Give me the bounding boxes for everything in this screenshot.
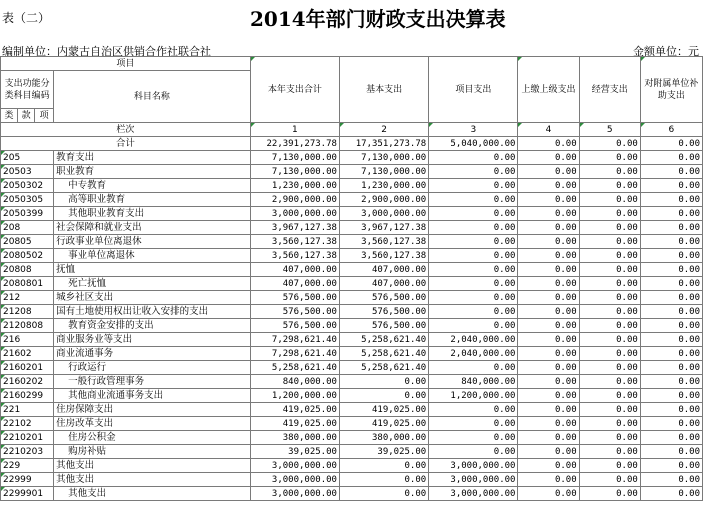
amount-cell: 0.00 xyxy=(429,179,518,193)
table-row xyxy=(1,389,703,403)
amount-cell: 0.00 xyxy=(429,263,518,277)
amount-cell: 840,000.00 xyxy=(250,375,339,389)
amount-cell: 0.00 xyxy=(640,347,702,361)
table-row xyxy=(1,221,703,235)
row-code: 22999 xyxy=(1,473,54,487)
amount-cell: 0.00 xyxy=(429,193,518,207)
amount-cell: 0.00 xyxy=(518,235,579,249)
table-row xyxy=(1,431,703,445)
header-basic: 基本支出 xyxy=(339,57,428,123)
row-name: 教育支出 xyxy=(54,151,251,165)
amount-cell: 3,000,000.00 xyxy=(250,487,339,501)
row-code: 2050305 xyxy=(1,193,54,207)
amount-cell: 2,900,000.00 xyxy=(250,193,339,207)
table-row xyxy=(1,473,703,487)
row-name: 住房保障支出 xyxy=(54,403,251,417)
index-cell: 3 xyxy=(429,123,518,137)
row-name: 住房公积金 xyxy=(54,431,251,445)
amount-cell: 0.00 xyxy=(518,277,579,291)
amount-cell: 0.00 xyxy=(518,459,579,473)
expenditure-table xyxy=(0,56,703,501)
amount-cell: 3,967,127.38 xyxy=(250,221,339,235)
amount-cell: 7,298,621.40 xyxy=(250,347,339,361)
amount-cell: 576,500.00 xyxy=(250,305,339,319)
table-row xyxy=(1,263,703,277)
amount-cell: 0.00 xyxy=(579,277,640,291)
amount-cell: 407,000.00 xyxy=(250,263,339,277)
amount-cell: 2,040,000.00 xyxy=(429,333,518,347)
amount-cell: 0.00 xyxy=(429,319,518,333)
amount-cell: 0.00 xyxy=(640,249,702,263)
amount-cell: 0.00 xyxy=(579,403,640,417)
amount-cell: 39,025.00 xyxy=(250,445,339,459)
amount-cell: 0.00 xyxy=(429,291,518,305)
amount-cell: 5,258,621.40 xyxy=(339,361,428,375)
amount-cell: 0.00 xyxy=(579,473,640,487)
row-code: 2299901 xyxy=(1,487,54,501)
amount-cell: 0.00 xyxy=(579,179,640,193)
amount-cell: 576,500.00 xyxy=(250,319,339,333)
table-row xyxy=(1,347,703,361)
amount-cell: 0.00 xyxy=(518,221,579,235)
title-row xyxy=(0,0,703,32)
amount-cell: 1,200,000.00 xyxy=(250,389,339,403)
amount-cell: 0.00 xyxy=(429,305,518,319)
amount-cell: 0.00 xyxy=(429,361,518,375)
amount-cell: 0.00 xyxy=(579,305,640,319)
amount-cell: 0.00 xyxy=(429,417,518,431)
amount-cell: 3,967,127.38 xyxy=(339,221,428,235)
row-name: 死亡抚恤 xyxy=(54,277,251,291)
amount-cell: 0.00 xyxy=(579,263,640,277)
table-row xyxy=(1,151,703,165)
amount-cell: 0.00 xyxy=(429,445,518,459)
amount-cell: 7,130,000.00 xyxy=(250,151,339,165)
amount-cell: 3,560,127.38 xyxy=(250,249,339,263)
table-row xyxy=(1,305,703,319)
amount-cell: 0.00 xyxy=(640,165,702,179)
amount-cell: 0.00 xyxy=(429,221,518,235)
amount-cell: 419,025.00 xyxy=(339,417,428,431)
table-row xyxy=(1,487,703,501)
amount-cell: 380,000.00 xyxy=(339,431,428,445)
amount-cell: 0.00 xyxy=(640,487,702,501)
amount-cell: 0.00 xyxy=(579,347,640,361)
amount-cell: 0.00 xyxy=(339,459,428,473)
row-code: 208 xyxy=(1,221,54,235)
index-cell: 4 xyxy=(518,123,579,137)
amount-cell: 2,040,000.00 xyxy=(429,347,518,361)
amount-cell: 0.00 xyxy=(518,487,579,501)
amount-cell: 0.00 xyxy=(640,179,702,193)
amount-cell: 0.00 xyxy=(640,305,702,319)
row-index-label: 栏次 xyxy=(1,123,251,137)
amount-cell: 0.00 xyxy=(640,459,702,473)
amount-cell: 3,000,000.00 xyxy=(429,487,518,501)
row-code: 2050399 xyxy=(1,207,54,221)
unit-row xyxy=(0,32,703,56)
amount-cell: 3,560,127.38 xyxy=(339,249,428,263)
amount-cell: 5,258,621.40 xyxy=(339,347,428,361)
table-row xyxy=(1,165,703,179)
amount-cell: 0.00 xyxy=(518,249,579,263)
row-name: 商业服务业等支出 xyxy=(54,333,251,347)
amount-cell: 0.00 xyxy=(518,151,579,165)
amount-cell: 3,000,000.00 xyxy=(339,207,428,221)
amount-cell: 0.00 xyxy=(518,417,579,431)
amount-cell: 0.00 xyxy=(579,459,640,473)
amount-cell: 0.00 xyxy=(339,375,428,389)
amount-cell: 0.00 xyxy=(518,403,579,417)
amount-cell: 0.00 xyxy=(429,235,518,249)
amount-cell: 0.00 xyxy=(579,431,640,445)
row-name: 城乡社区支出 xyxy=(54,291,251,305)
header-subsidy: 对附属单位补助支出 xyxy=(640,57,702,123)
amount-cell: 5,258,621.40 xyxy=(250,361,339,375)
amount-cell: 0.00 xyxy=(518,179,579,193)
amount-cell: 0.00 xyxy=(640,221,702,235)
row-name: 教育资金安排的支出 xyxy=(54,319,251,333)
amount-cell: 0.00 xyxy=(429,249,518,263)
amount-cell: 0.00 xyxy=(518,445,579,459)
amount-cell: 0.00 xyxy=(518,263,579,277)
amount-cell: 7,130,000.00 xyxy=(339,165,428,179)
row-name: 商业流通事务 xyxy=(54,347,251,361)
amount-cell: 840,000.00 xyxy=(429,375,518,389)
amount-cell: 0.00 xyxy=(640,333,702,347)
total-cell: 22,391,273.78 xyxy=(250,137,339,151)
amount-cell: 0.00 xyxy=(518,375,579,389)
amount-cell: 0.00 xyxy=(579,487,640,501)
amount-cell: 3,000,000.00 xyxy=(429,459,518,473)
amount-cell: 3,000,000.00 xyxy=(250,459,339,473)
amount-cell: 0.00 xyxy=(640,389,702,403)
row-name: 行政运行 xyxy=(54,361,251,375)
row-code: 21602 xyxy=(1,347,54,361)
amount-cell: 0.00 xyxy=(518,193,579,207)
row-code: 20503 xyxy=(1,165,54,179)
header-total: 本年支出合计 xyxy=(250,57,339,123)
amount-cell: 0.00 xyxy=(579,221,640,235)
row-code: 21208 xyxy=(1,305,54,319)
table-row xyxy=(1,179,703,193)
row-code: 2080502 xyxy=(1,249,54,263)
amount-cell: 3,000,000.00 xyxy=(429,473,518,487)
row-code: 2210201 xyxy=(1,431,54,445)
amount-cell: 0.00 xyxy=(429,165,518,179)
amount-cell: 576,500.00 xyxy=(250,291,339,305)
index-cell: 5 xyxy=(579,123,640,137)
total-cell: 5,040,000.00 xyxy=(429,137,518,151)
amount-cell: 7,298,621.40 xyxy=(250,333,339,347)
table-row xyxy=(1,193,703,207)
amount-cell: 0.00 xyxy=(579,249,640,263)
amount-cell: 0.00 xyxy=(429,277,518,291)
row-code: 20805 xyxy=(1,235,54,249)
amount-cell: 0.00 xyxy=(579,389,640,403)
row-code: 205 xyxy=(1,151,54,165)
amount-cell: 0.00 xyxy=(640,235,702,249)
amount-cell: 419,025.00 xyxy=(339,403,428,417)
row-code: 2120808 xyxy=(1,319,54,333)
row-code: 2160299 xyxy=(1,389,54,403)
amount-cell: 576,500.00 xyxy=(339,291,428,305)
amount-cell: 0.00 xyxy=(640,193,702,207)
amount-cell: 0.00 xyxy=(579,207,640,221)
table-row xyxy=(1,445,703,459)
row-name: 国有土地使用权出让收入安排的支出 xyxy=(54,305,251,319)
table-row xyxy=(1,403,703,417)
header-item: 项目 xyxy=(1,57,251,71)
header-project: 项目支出 xyxy=(429,57,518,123)
amount-cell: 0.00 xyxy=(640,375,702,389)
table-row xyxy=(1,235,703,249)
table-row xyxy=(1,459,703,473)
amount-cell: 0.00 xyxy=(429,207,518,221)
row-code: 2160202 xyxy=(1,375,54,389)
total-cell: 0.00 xyxy=(640,137,702,151)
row-name: 职业教育 xyxy=(54,165,251,179)
row-code: 2080801 xyxy=(1,277,54,291)
table-row xyxy=(1,207,703,221)
amount-cell: 3,560,127.38 xyxy=(250,235,339,249)
amount-cell: 0.00 xyxy=(579,319,640,333)
row-name: 其他支出 xyxy=(54,473,251,487)
table-row xyxy=(1,417,703,431)
amount-cell: 0.00 xyxy=(518,347,579,361)
amount-cell: 0.00 xyxy=(518,291,579,305)
amount-cell: 0.00 xyxy=(518,305,579,319)
amount-cell: 0.00 xyxy=(640,319,702,333)
row-name: 抚恤 xyxy=(54,263,251,277)
amount-cell: 1,230,000.00 xyxy=(339,179,428,193)
amount-cell: 0.00 xyxy=(518,165,579,179)
amount-cell: 0.00 xyxy=(640,445,702,459)
header-xiang: 项 xyxy=(35,109,54,123)
amount-cell: 5,258,621.40 xyxy=(339,333,428,347)
row-code: 2160201 xyxy=(1,361,54,375)
amount-cell: 3,000,000.00 xyxy=(250,473,339,487)
table-row xyxy=(1,333,703,347)
amount-cell: 0.00 xyxy=(640,431,702,445)
page-title: 2014年部门财政支出决算表 xyxy=(250,7,506,31)
amount-cell: 3,560,127.38 xyxy=(339,235,428,249)
table-row xyxy=(1,291,703,305)
amount-cell: 419,025.00 xyxy=(250,417,339,431)
amount-cell: 0.00 xyxy=(579,333,640,347)
amount-cell: 0.00 xyxy=(579,193,640,207)
amount-cell: 0.00 xyxy=(579,291,640,305)
header-kuan: 款 xyxy=(18,109,35,123)
row-name: 事业单位离退休 xyxy=(54,249,251,263)
header-name: 科目名称 xyxy=(54,71,251,123)
amount-cell: 419,025.00 xyxy=(250,403,339,417)
amount-cell: 0.00 xyxy=(429,151,518,165)
amount-cell: 0.00 xyxy=(518,319,579,333)
amount-cell: 0.00 xyxy=(518,431,579,445)
header-lei: 类 xyxy=(1,109,18,123)
row-code: 212 xyxy=(1,291,54,305)
total-cell: 17,351,273.78 xyxy=(339,137,428,151)
amount-cell: 7,130,000.00 xyxy=(339,151,428,165)
row-code: 2050302 xyxy=(1,179,54,193)
amount-cell: 0.00 xyxy=(339,487,428,501)
row-name: 高等职业教育 xyxy=(54,193,251,207)
amount-cell: 0.00 xyxy=(339,473,428,487)
amount-cell: 0.00 xyxy=(579,361,640,375)
row-name: 购房补贴 xyxy=(54,445,251,459)
table-row xyxy=(1,249,703,263)
row-code: 216 xyxy=(1,333,54,347)
table-row xyxy=(1,319,703,333)
row-code: 20808 xyxy=(1,263,54,277)
amount-cell: 0.00 xyxy=(640,151,702,165)
row-name: 社会保障和就业支出 xyxy=(54,221,251,235)
row-name: 中专教育 xyxy=(54,179,251,193)
total-label: 合计 xyxy=(1,137,251,151)
index-cell: 1 xyxy=(250,123,339,137)
amount-cell: 0.00 xyxy=(579,417,640,431)
compiling-unit: 编制单位：内蒙古自治区供销合作社联合社 xyxy=(2,45,211,58)
header-upper: 上缴上级支出 xyxy=(518,57,579,123)
amount-cell: 576,500.00 xyxy=(339,319,428,333)
total-cell: 0.00 xyxy=(518,137,579,151)
amount-cell: 1,200,000.00 xyxy=(429,389,518,403)
amount-cell: 7,130,000.00 xyxy=(250,165,339,179)
row-name: 其他支出 xyxy=(54,459,251,473)
amount-cell: 2,900,000.00 xyxy=(339,193,428,207)
amount-cell: 1,230,000.00 xyxy=(250,179,339,193)
amount-cell: 3,000,000.00 xyxy=(250,207,339,221)
table-row xyxy=(1,277,703,291)
amount-cell: 0.00 xyxy=(640,361,702,375)
amount-cell: 0.00 xyxy=(579,151,640,165)
amount-cell: 0.00 xyxy=(640,473,702,487)
amount-cell: 0.00 xyxy=(640,417,702,431)
table-row xyxy=(1,361,703,375)
amount-cell: 0.00 xyxy=(579,375,640,389)
amount-cell: 0.00 xyxy=(518,389,579,403)
index-cell: 6 xyxy=(640,123,702,137)
row-name: 其他商业流通事务支出 xyxy=(54,389,251,403)
amount-cell: 0.00 xyxy=(429,403,518,417)
amount-cell: 0.00 xyxy=(640,403,702,417)
amount-unit: 金额单位：元 xyxy=(633,45,699,58)
amount-cell: 576,500.00 xyxy=(339,305,428,319)
table-row xyxy=(1,375,703,389)
row-code: 229 xyxy=(1,459,54,473)
amount-cell: 407,000.00 xyxy=(339,263,428,277)
row-code: 22102 xyxy=(1,417,54,431)
amount-cell: 0.00 xyxy=(579,445,640,459)
row-code: 2210203 xyxy=(1,445,54,459)
amount-cell: 0.00 xyxy=(640,277,702,291)
amount-cell: 380,000.00 xyxy=(250,431,339,445)
row-code: 221 xyxy=(1,403,54,417)
amount-cell: 407,000.00 xyxy=(339,277,428,291)
sheet-label: 表（二） xyxy=(2,11,51,25)
amount-cell: 0.00 xyxy=(579,235,640,249)
index-cell: 2 xyxy=(339,123,428,137)
amount-cell: 0.00 xyxy=(640,263,702,277)
amount-cell: 0.00 xyxy=(518,207,579,221)
amount-cell: 0.00 xyxy=(579,165,640,179)
header-class-code: 支出功能分类科目编码 xyxy=(1,71,54,109)
amount-cell: 0.00 xyxy=(518,473,579,487)
amount-cell: 0.00 xyxy=(640,291,702,305)
amount-cell: 0.00 xyxy=(518,361,579,375)
amount-cell: 0.00 xyxy=(518,333,579,347)
amount-cell: 407,000.00 xyxy=(250,277,339,291)
row-name: 住房改革支出 xyxy=(54,417,251,431)
amount-cell: 0.00 xyxy=(640,207,702,221)
row-name: 其他支出 xyxy=(54,487,251,501)
header-operate: 经营支出 xyxy=(579,57,640,123)
row-name: 其他职业教育支出 xyxy=(54,207,251,221)
row-name: 一般行政管理事务 xyxy=(54,375,251,389)
amount-cell: 39,025.00 xyxy=(339,445,428,459)
total-cell: 0.00 xyxy=(579,137,640,151)
amount-cell: 0.00 xyxy=(339,389,428,403)
amount-cell: 0.00 xyxy=(429,431,518,445)
row-name: 行政事业单位离退休 xyxy=(54,235,251,249)
